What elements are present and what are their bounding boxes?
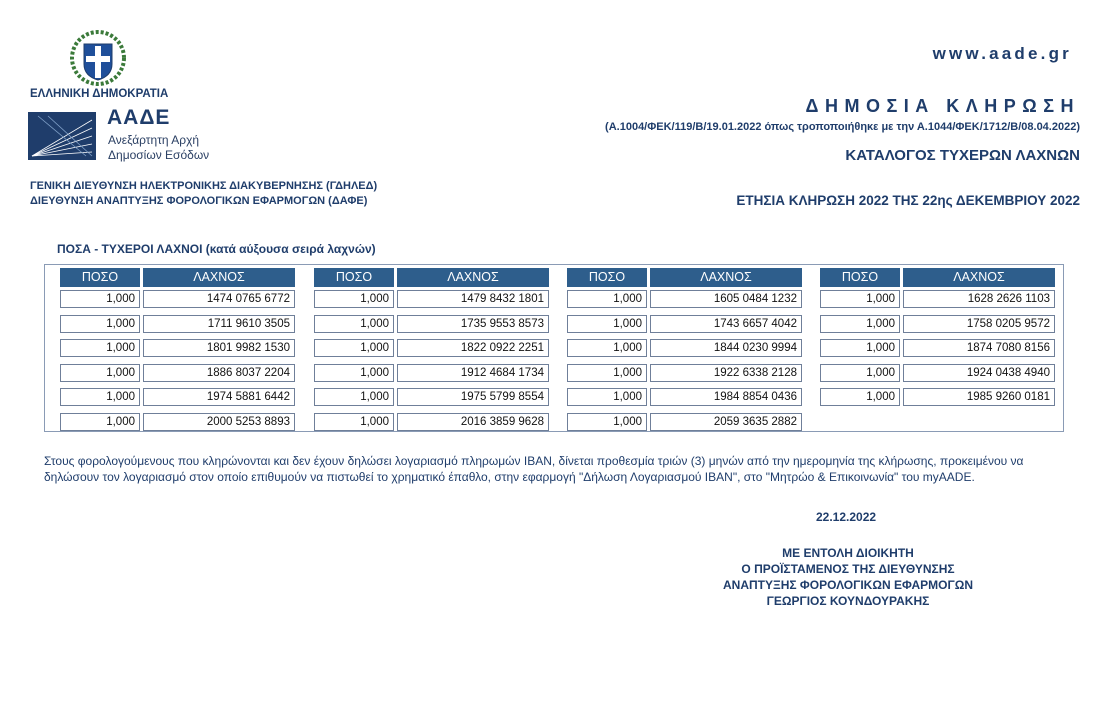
amount-cell: 1,000 (820, 315, 900, 333)
ticket-cell: 2059 3635 2882 (650, 413, 802, 431)
signature-name: ΓΕΩΡΓΙΟΣ ΚΟΥΝΔΟΥΡΑΚΗΣ (766, 594, 930, 608)
header-amount: ΠΟΣΟ (820, 268, 900, 287)
amount-cell: 1,000 (60, 413, 140, 431)
amount-cell: 1,000 (60, 315, 140, 333)
header-amount: ΠΟΣΟ (567, 268, 647, 287)
ticket-cell: 1874 7080 8156 (903, 339, 1055, 357)
amount-cell: 1,000 (314, 339, 394, 357)
draw-date-heading: ΕΤΗΣΙΑ ΚΛΗΡΩΣΗ 2022 ΤΗΣ 22ης ΔΕΚΕΜΒΡΙΟΥ 2022 (736, 193, 1080, 208)
amount-cell: 1,000 (820, 388, 900, 406)
ticket-cell: 1605 0484 1232 (650, 290, 802, 308)
document-date: 22.12.2022 (816, 510, 877, 524)
general-directorate: ΓΕΝΙΚΗ ΔΙΕΥΘΥΝΣΗ ΗΛΕΚΤΡΟΝΙΚΗΣ ΔΙΑΚΥΒΕΡΝΗΣΗΣ (ΓΔΗΛΕΔ) (30, 180, 378, 192)
ticket-cell: 1801 9982 1530 (143, 339, 295, 357)
section-heading: ΠΟΣΑ - ΤΥΧΕΡΟΙ ΛΑΧΝΟΙ (κατά αύξουσα σειρά λαχνών) (57, 242, 376, 256)
ticket-cell: 1758 0205 9572 (903, 315, 1055, 333)
iban-note: Στους φορολογούμενους που κληρώνονται και δεν έχουν δηλώσει λογαριασμό πληρωμών IBAN, δίνεται προθεσμία τριών (3) μηνών από την ημερομηνία της κλήρωσης, προκειμένου να δηλώσουν τον λογαριασμό στον οποίο επιθυμούν να πιστωθεί το χρηματικό έπαθλο, στην εφαρμογή "Δήλωση Λογαριασμού IBAN", στο "Μητρώο & Επικοινωνία" του myAADE. (44, 454, 1024, 484)
ticket-cell: 1743 6657 4042 (650, 315, 802, 333)
document-title: ΔΗΜΟΣΙΑ ΚΛΗΡΩΣΗ (805, 96, 1080, 116)
ticket-cell: 1886 8037 2204 (143, 364, 295, 382)
ticket-cell: 1735 9553 8573 (397, 315, 549, 333)
ticket-cell: 1822 0922 2251 (397, 339, 549, 357)
amount-cell: 1,000 (314, 364, 394, 382)
catalog-heading: ΚΑΤΑΛΟΓΟΣ ΤΥΧΕΡΩΝ ΛΑΧΝΩΝ (845, 147, 1080, 164)
header-amount: ΠΟΣΟ (60, 268, 140, 287)
ticket-cell: 1912 4684 1734 (397, 364, 549, 382)
website-link[interactable]: www.aade.gr (932, 44, 1072, 63)
amount-cell: 1,000 (820, 339, 900, 357)
ticket-cell: 1975 5799 8554 (397, 388, 549, 406)
winners-table (44, 264, 1064, 432)
amount-cell: 1,000 (60, 290, 140, 308)
header-ticket: ΛΑΧΝΟΣ (397, 268, 549, 287)
amount-cell: 1,000 (314, 290, 394, 308)
amount-cell: 1,000 (314, 315, 394, 333)
amount-cell: 1,000 (314, 388, 394, 406)
greek-republic-emblem-icon (70, 30, 126, 86)
amount-cell: 1,000 (60, 339, 140, 357)
header-ticket: ΛΑΧΝΟΣ (903, 268, 1055, 287)
ticket-cell: 1844 0230 9994 (650, 339, 802, 357)
amount-cell: 1,000 (567, 388, 647, 406)
ticket-cell: 1628 2626 1103 (903, 290, 1055, 308)
header-ticket: ΛΑΧΝΟΣ (650, 268, 802, 287)
aade-name: ΑΑΔΕ (107, 106, 171, 129)
ticket-cell: 2016 3859 9628 (397, 413, 549, 431)
signature-line-2: Ο ΠΡΟΪΣΤΑΜΕΝΟΣ ΤΗΣ ΔΙΕΥΘΥΝΣΗΣ (741, 562, 955, 576)
ticket-cell: 1479 8432 1801 (397, 290, 549, 308)
republic-label: ΕΛΛΗΝΙΚΗ ΔΗΜΟΚΡΑΤΙΑ (30, 88, 169, 100)
ticket-cell: 1985 9260 0181 (903, 388, 1055, 406)
signature-line-3: ΑΝΑΠΤΥΞΗΣ ΦΟΡΟΛΟΓΙΚΩΝ ΕΦΑΡΜΟΓΩΝ (722, 578, 973, 592)
ticket-cell: 1474 0765 6772 (143, 290, 295, 308)
amount-cell: 1,000 (567, 290, 647, 308)
amount-cell: 1,000 (60, 388, 140, 406)
header-ticket: ΛΑΧΝΟΣ (143, 268, 295, 287)
aade-subtitle-line2: Δημοσίων Εσόδων (108, 148, 210, 162)
amount-cell: 1,000 (820, 364, 900, 382)
amount-cell: 1,000 (567, 413, 647, 431)
ticket-cell: 1711 9610 3505 (143, 315, 295, 333)
amount-cell: 1,000 (60, 364, 140, 382)
signature-line-1: ΜΕ ΕΝΤΟΛΗ ΔΙΟΙΚΗΤΗ (782, 546, 914, 560)
ticket-cell: 1924 0438 4940 (903, 364, 1055, 382)
ticket-cell: 1984 8854 0436 (650, 388, 802, 406)
amount-cell: 1,000 (567, 315, 647, 333)
aade-subtitle-line1: Ανεξάρτητη Αρχή (108, 133, 200, 147)
amount-cell: 1,000 (314, 413, 394, 431)
legal-reference: (Α.1004/ΦΕΚ/119/Β/19.01.2022 όπως τροποποιήθηκε με την Α.1044/ΦΕΚ/1712/Β/08.04.2022) (605, 121, 1080, 133)
aade-logo-icon (28, 112, 96, 160)
directorate: ΔΙΕΥΘΥΝΣΗ ΑΝΑΠΤΥΞΗΣ ΦΟΡΟΛΟΓΙΚΩΝ ΕΦΑΡΜΟΓΩΝ (ΔΑΦΕ) (30, 195, 368, 207)
amount-cell: 1,000 (567, 364, 647, 382)
amount-cell: 1,000 (820, 290, 900, 308)
header-amount: ΠΟΣΟ (314, 268, 394, 287)
ticket-cell: 1974 5881 6442 (143, 388, 295, 406)
amount-cell: 1,000 (567, 339, 647, 357)
ticket-cell: 1922 6338 2128 (650, 364, 802, 382)
ticket-cell: 2000 5253 8893 (143, 413, 295, 431)
